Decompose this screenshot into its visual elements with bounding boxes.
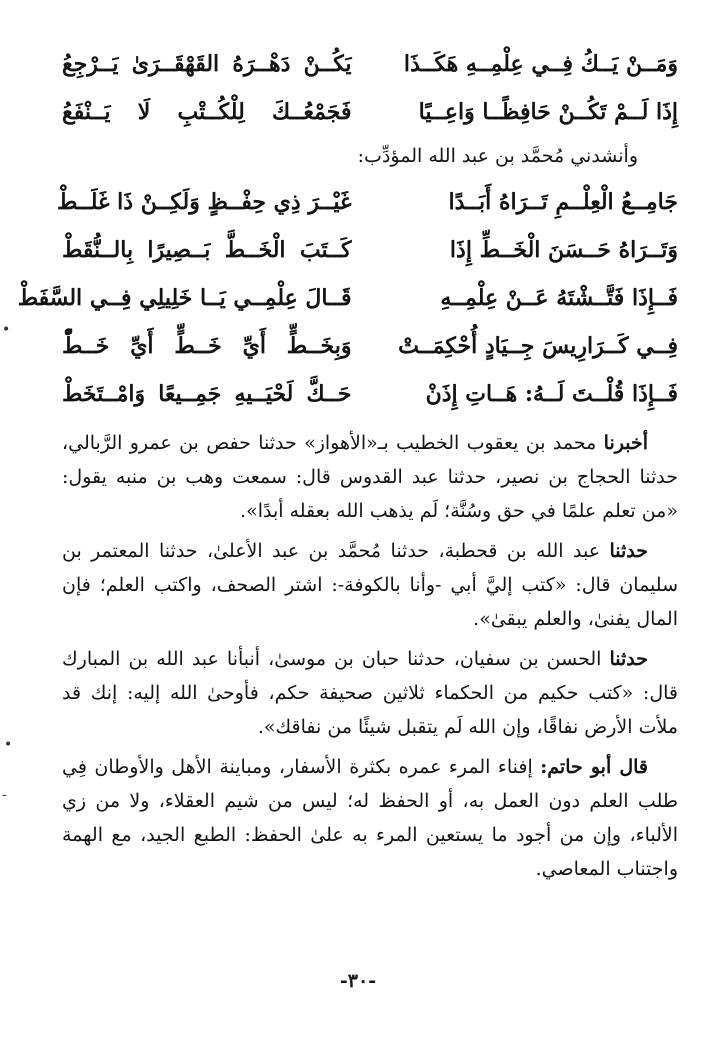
verse-block-1 bbox=[62, 40, 678, 136]
verse-second-hemistich: غَيْــرَ ذِي حِفْــظٍ وَلَكِــنْ ذَا غَلَــطْ bbox=[56, 189, 352, 215]
verse-line bbox=[62, 226, 678, 274]
verse-block-2 bbox=[17, 178, 678, 418]
paragraph-text: الحسن بن سفيان، حدثنا حبان بن موسىٰ، أنبأنا عبد الله بن المبارك قال: «كتب حكيم من الحكماء ثلاثين صحيفة حكم، فأوحىٰ الله إليه: إنك قد ملأت الأرض نفاقًا، وإن الله لَم يتقبل شيئًا من نفاقك». bbox=[62, 648, 678, 738]
verse-line bbox=[62, 88, 678, 136]
paragraph-lead: قال أبو حاتم: bbox=[540, 756, 648, 778]
verse-line bbox=[56, 178, 678, 226]
page-number: -٣٠- bbox=[339, 970, 377, 992]
verse-first-hemistich: وَمَــنْ يَــكُ فِــي عِلْمِــهِ هَكَــذَا bbox=[403, 51, 678, 77]
verse-first-hemistich: جَامِــعُ الْعِلْــمِ تَــرَاهُ أَبَــدًا bbox=[448, 189, 678, 215]
verse-second-hemistich: فَجَمْعُــكَ لِلْكُــتْبِ لَا يَــنْفَعُ bbox=[62, 99, 352, 125]
verse-second-hemistich: قَــالَ عِلْمِــي يَــا خَلِيلِي فِــي السَّفَطْ bbox=[17, 285, 352, 311]
paragraph-lead: حدثنا bbox=[609, 540, 648, 562]
paragraph-text: محمد بن يعقوب الخطيب بـ«الأهواز» حدثنا حفص بن عمرو الرَّبالي، حدثنا الحجاج بن نصير، حدثنا عبد القدوس قال: سمعت وهب بن منبه يقول: «من تعلم علمًا في حق وسُنَّة؛ لَم يذهب الله بعقله أبدًا». bbox=[62, 432, 678, 522]
paragraph bbox=[62, 750, 678, 886]
verse-second-hemistich: وَبِخَــطٍّ أَيِّ خَــطٍّ أَيِّ خَــطّْ bbox=[62, 333, 352, 359]
paragraph-lead: أخبرنا bbox=[603, 432, 648, 454]
paragraph bbox=[62, 534, 678, 636]
verse-line bbox=[62, 370, 678, 418]
paragraph-text: عبد الله بن قحطبة، حدثنا مُحمَّد بن عبد الأعلىٰ، حدثنا المعتمر بن سليمان قال: «كتب إليَّ أبي -وأنا بالكوفة-: اشتر الصحف، واكتب العلم؛ فإن المال يفنىٰ، والعلم يبقىٰ». bbox=[62, 540, 678, 630]
margin-speck: • bbox=[2, 322, 11, 338]
intro-line: وأنشدني مُحمَّد بن عبد الله المؤدِّب: bbox=[357, 145, 638, 167]
verse-first-hemistich: فَــإِذَا قُلْــتَ لَــهُ: هَــاتِ إِذَنْ bbox=[425, 381, 678, 407]
verse-line bbox=[62, 40, 678, 88]
verse-second-hemistich: يَكُــنْ دَهْــرَهُ القَهْقَــرَىٰ يَــرْجِعُ bbox=[62, 51, 352, 77]
verse-first-hemistich: إِذَا لَــمْ تَكُــنْ حَافِظًــا وَاعِــيًا bbox=[418, 99, 678, 125]
paragraph bbox=[62, 642, 678, 744]
verse-first-hemistich: وَتَــرَاهُ حَــسَنَ الْخَــطِّ إِذَا bbox=[449, 237, 678, 263]
paragraph-lead: حدثنا bbox=[609, 648, 648, 670]
verse-line bbox=[17, 274, 678, 322]
verse-second-hemistich: حَــكَّ لَحْيَــيهِ جَمِــيعًا وَامْــتَخَطْ bbox=[62, 381, 352, 407]
verse-second-hemistich: كَــتَبَ الْخَــطَّ بَــصِيرًا بِالــنُّقَطْ bbox=[62, 237, 352, 263]
margin-speck: - bbox=[2, 787, 7, 803]
verse-first-hemistich: فِــي كَــرَارِيسَ جِــيَادٍ أُحْكِمَــتْ bbox=[398, 333, 678, 359]
margin-speck: • bbox=[4, 737, 13, 753]
paragraph bbox=[62, 426, 678, 528]
paragraph-text: إفناء المرء عمره بكثرة الأسفار، ومباينة الأهل والأوطان فِي طلب العلم دون العمل به، أو الحفظ له؛ ليس من شيم العقلاء، ولا من زي الألباء، وإن من أجود ما يستعين المرء به علىٰ الحفظ: الطبع الجيد، مع الهمة واجتناب المعاصي. bbox=[62, 756, 678, 880]
verse-line bbox=[62, 322, 678, 370]
page-body bbox=[17, 40, 678, 1048]
verse-first-hemistich: فَــإِذَا فَتَّــشْتَهُ عَــنْ عِلْمِــهِ bbox=[440, 285, 678, 311]
